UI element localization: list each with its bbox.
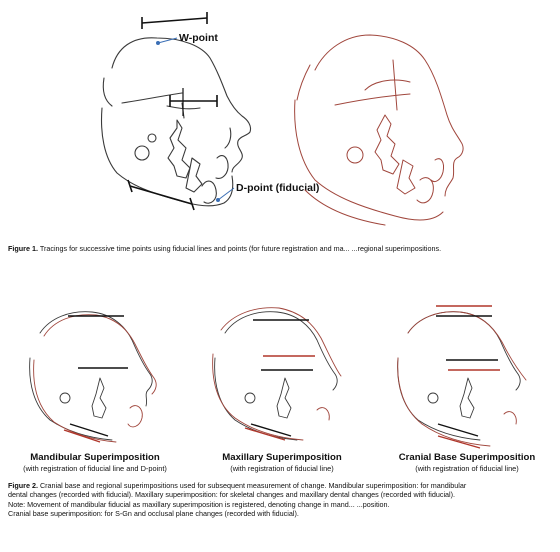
figure1-black-tracing	[82, 8, 320, 228]
panel-mandibular-title: Mandibular Superimposition	[30, 452, 160, 463]
panel-maxillary-title: Maxillary Superimposition	[222, 452, 342, 463]
teeth-upper	[168, 120, 190, 178]
figure2-caption-label: Figure 2.	[8, 481, 38, 490]
panel-cranial-base-title: Cranial Base Superimposition	[398, 452, 536, 463]
figure2-caption-line3: Note: Movement of mandibular fiducial as maxillary superimposition is registered, denoting change in mand... ...position.	[8, 499, 390, 509]
figure2-caption-line2: dental changes (recorded with fiducial). Maxillary superimposition: for skeletal changes and maxillary dental changes (recorded with fiducial).	[8, 490, 456, 500]
panel-maxillary	[205, 298, 365, 458]
figure2-caption-line4: Cranial base superimposition: for S-Gn and occlusal plane changes (recorded with fiducial).	[8, 509, 299, 519]
panel-cranial-base	[388, 298, 548, 458]
panel-mandibular	[20, 298, 180, 458]
figure1-caption	[8, 244, 556, 253]
figure2-caption-line1: Cranial base and regional superimpositions used for subsequent measurement of change. Mandibular superimposition: for mandibular	[37, 481, 467, 490]
panel-mandibular-note: (with registration of fiducial line and D-point)	[23, 464, 167, 473]
panel-cranial-base-note: (with registration of fiducial line)	[415, 464, 519, 473]
d-point-label: D-point (fiducial)	[236, 182, 320, 194]
figure1-caption-text: Tracings for successive time points using fiducial lines and points (for future registration and ma... ...regional superimpositions.	[37, 244, 442, 253]
figure2-caption	[8, 481, 556, 519]
panel-maxillary-note: (with registration of fiducial line)	[230, 464, 334, 473]
jaw-outline	[102, 108, 233, 206]
figure1-red-tracing	[285, 20, 485, 235]
fiducial-line-bottom	[130, 186, 192, 204]
w-point-label: W-point	[179, 32, 218, 44]
figure1-caption-label: Figure 1.	[8, 244, 38, 253]
fiducial-line-top	[142, 18, 207, 23]
teeth-lower	[186, 158, 202, 192]
skull-outline	[112, 38, 251, 172]
